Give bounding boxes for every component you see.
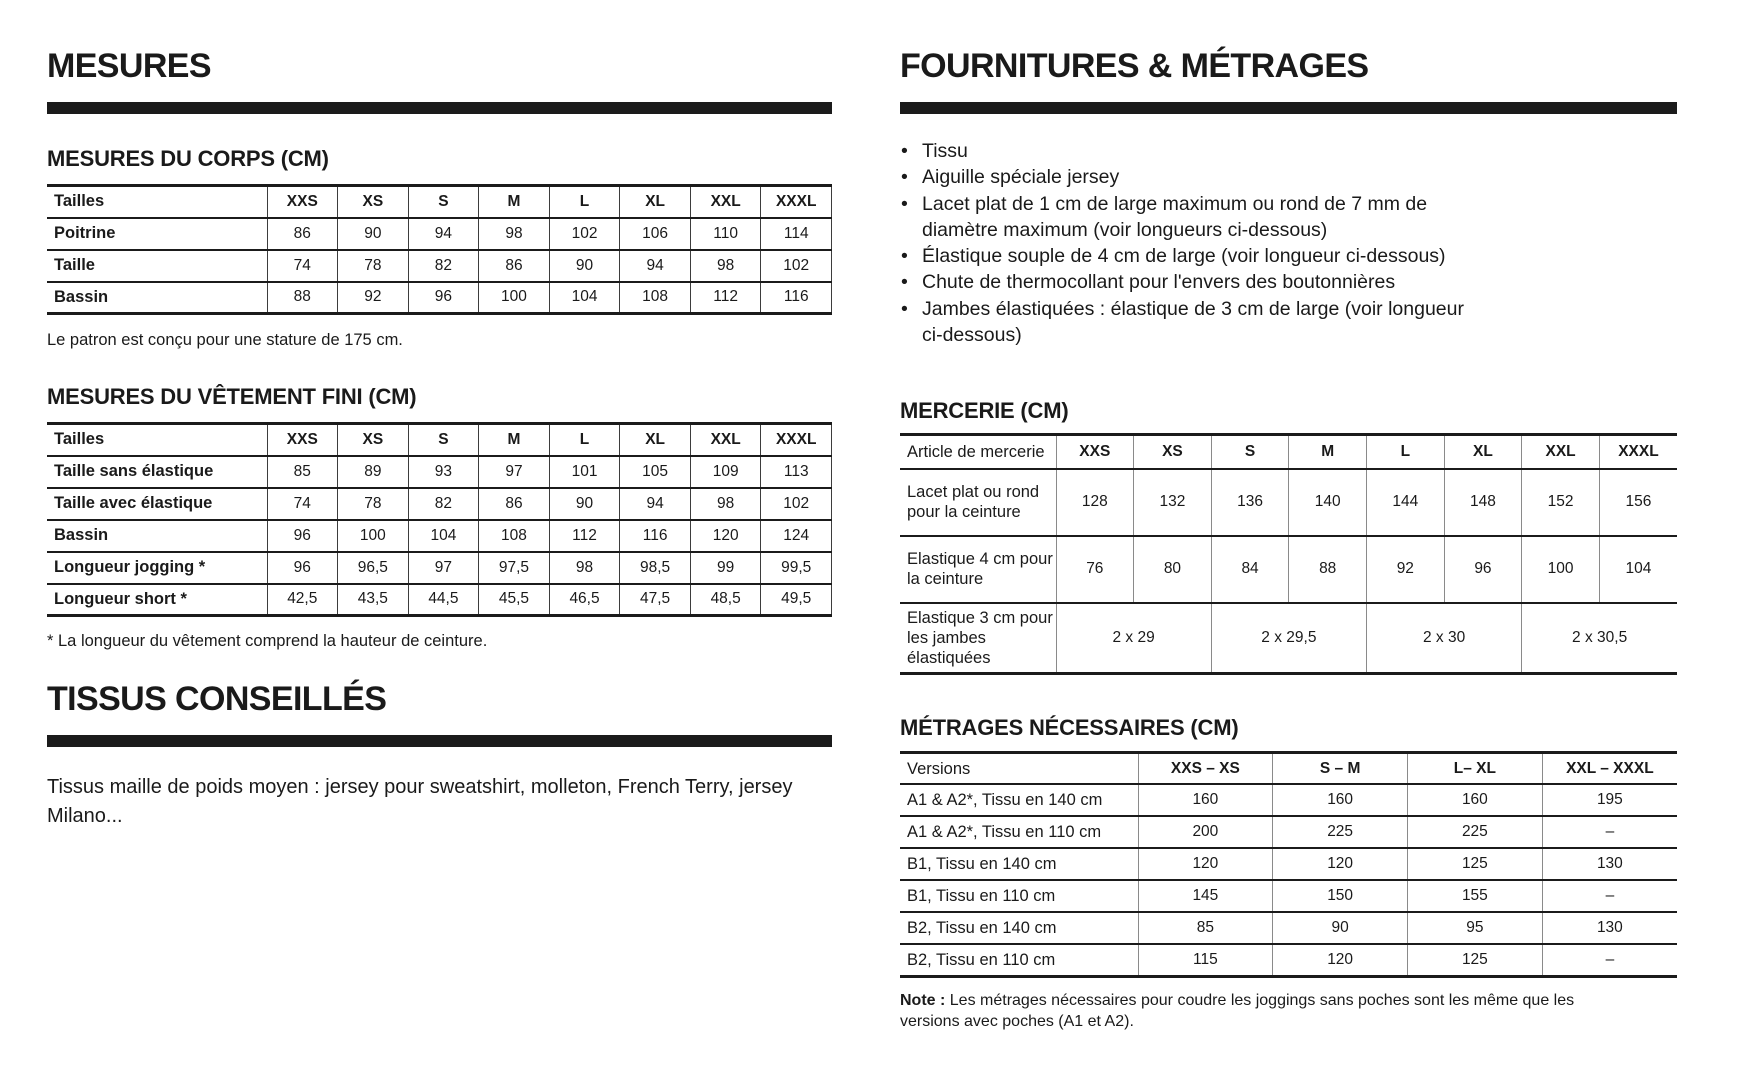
- value-cell: 115: [1138, 944, 1273, 976]
- size-header-cell: XXL – XXXL: [1542, 752, 1677, 784]
- value-cell: 96: [267, 552, 338, 584]
- value-cell: 80: [1134, 536, 1212, 603]
- size-header-cell: XS: [338, 424, 409, 456]
- value-cell: 109: [690, 456, 761, 488]
- value-cell: 47,5: [620, 584, 691, 616]
- value-cell: 125: [1408, 944, 1543, 976]
- table-row: [900, 848, 1677, 880]
- value-cell: 2 x 29,5: [1211, 603, 1366, 674]
- value-cell: 110: [690, 218, 761, 250]
- value-cell: 130: [1542, 912, 1677, 944]
- header-row: [47, 186, 832, 218]
- note-text: Les métrages nécessaires pour coudre les joggings sans poches sont les même que les versions avec poches (A1 et A2).: [900, 991, 1575, 1030]
- value-cell: 120: [1273, 848, 1408, 880]
- value-cell: 95: [1408, 912, 1543, 944]
- row-label: Taille: [47, 250, 267, 282]
- value-cell: 98,5: [620, 552, 691, 584]
- value-cell: 102: [761, 250, 832, 282]
- supply-item: • Lacet plat de 1 cm de large maximum ou rond de 7 mm de diamètre maximum (voir longueurs ci-dessous): [900, 191, 1480, 244]
- size-header-cell: XXXL: [761, 186, 832, 218]
- row-label: B1, Tissu en 140 cm: [900, 848, 1138, 880]
- value-cell: 96,5: [338, 552, 409, 584]
- value-cell: 140: [1289, 469, 1367, 536]
- value-cell: 98: [690, 250, 761, 282]
- tissus-title-rule: [47, 735, 832, 747]
- value-cell: 200: [1138, 816, 1273, 848]
- header-row: [900, 752, 1677, 784]
- supply-item: • Chute de thermocollant pour l'envers des boutonnières: [900, 269, 1480, 295]
- value-cell: 116: [620, 520, 691, 552]
- value-cell: 108: [479, 520, 550, 552]
- value-cell: 88: [267, 282, 338, 314]
- size-header-cell: L: [1367, 435, 1445, 469]
- value-cell: 195: [1542, 784, 1677, 816]
- value-cell: 106: [620, 218, 691, 250]
- body-measures-table: [47, 184, 832, 315]
- value-cell: 100: [338, 520, 409, 552]
- value-cell: 94: [408, 218, 479, 250]
- metrages-title: MÉTRAGES NÉCESSAIRES (CM): [900, 714, 1239, 740]
- value-cell: 2 x 30: [1367, 603, 1522, 674]
- value-cell: 2 x 29: [1056, 603, 1211, 674]
- size-header-cell: S – M: [1273, 752, 1408, 784]
- value-cell: 49,5: [761, 584, 832, 616]
- size-header-cell: XXXL: [761, 424, 832, 456]
- header-row: [900, 435, 1677, 469]
- table-row: [47, 552, 832, 584]
- size-header-cell: XXS: [267, 186, 338, 218]
- value-cell: 82: [408, 488, 479, 520]
- header-row: [47, 424, 832, 456]
- value-cell: 128: [1056, 469, 1134, 536]
- value-cell: 99: [690, 552, 761, 584]
- value-cell: 90: [1273, 912, 1408, 944]
- table-row: [47, 488, 832, 520]
- size-header-cell: XXS – XS: [1138, 752, 1273, 784]
- size-header-cell: XXL: [1522, 435, 1600, 469]
- row-label: A1 & A2*, Tissu en 140 cm: [900, 784, 1138, 816]
- value-cell: 44,5: [408, 584, 479, 616]
- value-cell: 2 x 30,5: [1522, 603, 1677, 674]
- row-label: Bassin: [47, 520, 267, 552]
- value-cell: –: [1542, 944, 1677, 976]
- value-cell: 105: [620, 456, 691, 488]
- size-header-cell: XXS: [267, 424, 338, 456]
- mesures-title: MESURES: [47, 47, 211, 85]
- metrages-note: [900, 990, 1600, 1032]
- size-header-cell: S: [408, 424, 479, 456]
- value-cell: 85: [1138, 912, 1273, 944]
- value-cell: 86: [479, 488, 550, 520]
- value-cell: 225: [1273, 816, 1408, 848]
- value-cell: 104: [408, 520, 479, 552]
- value-cell: 100: [1522, 536, 1600, 603]
- note-label: Note :: [900, 991, 946, 1009]
- row-label: Taille avec élastique: [47, 488, 267, 520]
- table-row: [47, 218, 832, 250]
- table-row: [900, 469, 1677, 536]
- value-cell: 152: [1522, 469, 1600, 536]
- table-row: [900, 912, 1677, 944]
- table-row: [47, 456, 832, 488]
- value-cell: 104: [549, 282, 620, 314]
- size-header-cell: L– XL: [1408, 752, 1543, 784]
- row-label: Elastique 4 cm pour la ceinture: [900, 536, 1056, 603]
- value-cell: 113: [761, 456, 832, 488]
- value-cell: 90: [338, 218, 409, 250]
- garment-measures-table: [47, 422, 832, 617]
- value-cell: 82: [408, 250, 479, 282]
- value-cell: 42,5: [267, 584, 338, 616]
- label-header-cell: Tailles: [47, 186, 267, 218]
- value-cell: 160: [1138, 784, 1273, 816]
- value-cell: 76: [1056, 536, 1134, 603]
- row-label: B2, Tissu en 140 cm: [900, 912, 1138, 944]
- stature-note: Le patron est conçu pour une stature de 175 cm.: [47, 331, 403, 349]
- value-cell: 45,5: [479, 584, 550, 616]
- value-cell: 96: [408, 282, 479, 314]
- size-header-cell: M: [479, 186, 550, 218]
- value-cell: 94: [620, 250, 691, 282]
- size-header-cell: XXL: [690, 424, 761, 456]
- value-cell: 74: [267, 250, 338, 282]
- value-cell: 96: [1444, 536, 1522, 603]
- value-cell: 78: [338, 488, 409, 520]
- value-cell: 124: [761, 520, 832, 552]
- value-cell: 94: [620, 488, 691, 520]
- table-row: [900, 536, 1677, 603]
- value-cell: 160: [1273, 784, 1408, 816]
- value-cell: 112: [690, 282, 761, 314]
- value-cell: 144: [1367, 469, 1445, 536]
- length-footnote: * La longueur du vêtement comprend la hauteur de ceinture.: [47, 632, 488, 650]
- row-label: B2, Tissu en 110 cm: [900, 944, 1138, 976]
- value-cell: 150: [1273, 880, 1408, 912]
- mercerie-title: MERCERIE (CM): [900, 398, 1069, 424]
- value-cell: 225: [1408, 816, 1543, 848]
- size-header-cell: XXL: [690, 186, 761, 218]
- value-cell: 136: [1211, 469, 1289, 536]
- table-row: [900, 944, 1677, 976]
- value-cell: 48,5: [690, 584, 761, 616]
- value-cell: 97: [479, 456, 550, 488]
- value-cell: 108: [620, 282, 691, 314]
- value-cell: 86: [267, 218, 338, 250]
- value-cell: 43,5: [338, 584, 409, 616]
- label-header-cell: Article de mercerie: [900, 435, 1056, 469]
- value-cell: 98: [690, 488, 761, 520]
- value-cell: 145: [1138, 880, 1273, 912]
- value-cell: 97: [408, 552, 479, 584]
- fournitures-title-rule: [900, 102, 1677, 114]
- value-cell: 97,5: [479, 552, 550, 584]
- size-header-cell: XXXL: [1599, 435, 1677, 469]
- value-cell: 98: [549, 552, 620, 584]
- size-header-cell: XXS: [1056, 435, 1134, 469]
- value-cell: 98: [479, 218, 550, 250]
- row-label: Longueur short *: [47, 584, 267, 616]
- fabrics-text: Tissus maille de poids moyen : jersey pour sweatshirt, molleton, French Terry, jersey Milano...: [47, 776, 793, 827]
- row-label: Longueur jogging *: [47, 552, 267, 584]
- size-header-cell: XL: [1444, 435, 1522, 469]
- value-cell: 99,5: [761, 552, 832, 584]
- mercerie-table: [900, 433, 1677, 675]
- table-row: [47, 282, 832, 314]
- value-cell: 114: [761, 218, 832, 250]
- value-cell: 88: [1289, 536, 1367, 603]
- supply-item: • Tissu: [900, 138, 1480, 164]
- metrages-table: [900, 751, 1677, 978]
- table-row: [47, 584, 832, 616]
- value-cell: –: [1542, 816, 1677, 848]
- label-header-cell: Tailles: [47, 424, 267, 456]
- value-cell: 120: [690, 520, 761, 552]
- table-row: [47, 520, 832, 552]
- row-label: B1, Tissu en 110 cm: [900, 880, 1138, 912]
- table-row: [47, 250, 832, 282]
- value-cell: –: [1542, 880, 1677, 912]
- row-label: Lacet plat ou rond pour la ceinture: [900, 469, 1056, 536]
- value-cell: 160: [1408, 784, 1543, 816]
- size-header-cell: S: [1211, 435, 1289, 469]
- table-row: [900, 784, 1677, 816]
- value-cell: 155: [1408, 880, 1543, 912]
- right-column: [900, 0, 1677, 1032]
- body-measures-title: MESURES DU CORPS (CM): [47, 146, 329, 171]
- row-label: Elastique 3 cm pour les jambes élastiquées: [900, 603, 1056, 674]
- value-cell: 90: [549, 488, 620, 520]
- value-cell: 96: [267, 520, 338, 552]
- value-cell: 120: [1273, 944, 1408, 976]
- value-cell: 125: [1408, 848, 1543, 880]
- size-header-cell: M: [1289, 435, 1367, 469]
- size-header-cell: L: [549, 186, 620, 218]
- size-header-cell: S: [408, 186, 479, 218]
- supply-item: • Aiguille spéciale jersey: [900, 164, 1480, 190]
- value-cell: 46,5: [549, 584, 620, 616]
- value-cell: 156: [1599, 469, 1677, 536]
- value-cell: 116: [761, 282, 832, 314]
- fournitures-title: FOURNITURES & MÉTRAGES: [900, 47, 1369, 85]
- size-header-cell: XL: [620, 186, 691, 218]
- row-label: Taille sans élastique: [47, 456, 267, 488]
- mesures-title-rule: [47, 102, 832, 114]
- value-cell: 93: [408, 456, 479, 488]
- supply-item: • Jambes élastiquées : élastique de 3 cm de large (voir longueur ci-dessous): [900, 296, 1480, 349]
- table-row: [900, 816, 1677, 848]
- row-label: Bassin: [47, 282, 267, 314]
- tissus-title: TISSUS CONSEILLÉS: [47, 680, 387, 718]
- value-cell: 78: [338, 250, 409, 282]
- size-header-cell: XL: [620, 424, 691, 456]
- supplies-list: [900, 138, 1480, 348]
- value-cell: 120: [1138, 848, 1273, 880]
- value-cell: 130: [1542, 848, 1677, 880]
- value-cell: 148: [1444, 469, 1522, 536]
- value-cell: 102: [549, 218, 620, 250]
- row-label: Poitrine: [47, 218, 267, 250]
- value-cell: 92: [338, 282, 409, 314]
- row-label: A1 & A2*, Tissu en 110 cm: [900, 816, 1138, 848]
- size-header-cell: M: [479, 424, 550, 456]
- table-row: [900, 880, 1677, 912]
- value-cell: 86: [479, 250, 550, 282]
- value-cell: 90: [549, 250, 620, 282]
- value-cell: 74: [267, 488, 338, 520]
- label-header-cell: Versions: [900, 752, 1138, 784]
- supply-item: • Élastique souple de 4 cm de large (voir longueur ci-dessous): [900, 243, 1480, 269]
- value-cell: 92: [1367, 536, 1445, 603]
- garment-measures-title: MESURES DU VÊTEMENT FINI (CM): [47, 384, 417, 409]
- value-cell: 104: [1599, 536, 1677, 603]
- value-cell: 101: [549, 456, 620, 488]
- value-cell: 100: [479, 282, 550, 314]
- value-cell: 112: [549, 520, 620, 552]
- value-cell: 132: [1134, 469, 1212, 536]
- table-row: [900, 603, 1677, 674]
- size-header-cell: XS: [1134, 435, 1212, 469]
- value-cell: 102: [761, 488, 832, 520]
- size-header-cell: XS: [338, 186, 409, 218]
- value-cell: 85: [267, 456, 338, 488]
- left-column: [47, 0, 832, 830]
- value-cell: 84: [1211, 536, 1289, 603]
- size-header-cell: L: [549, 424, 620, 456]
- value-cell: 89: [338, 456, 409, 488]
